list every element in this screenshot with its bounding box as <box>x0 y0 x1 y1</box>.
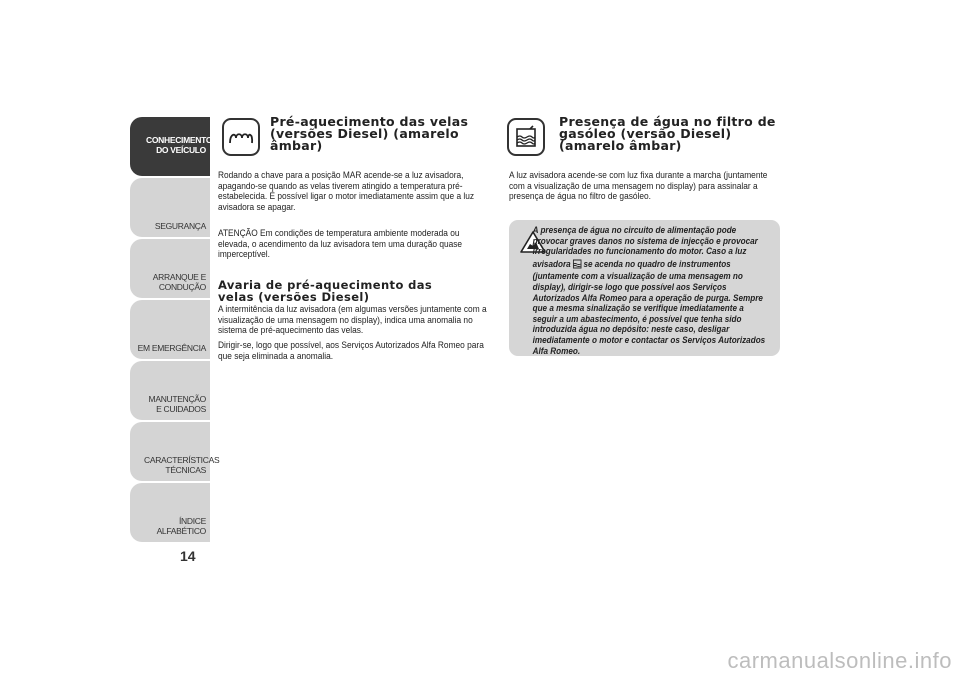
tab-arranque-e-conducao[interactable]: ARRANQUE E CONDUÇÃO <box>130 239 210 298</box>
tab-conhecimento-do-veiculo[interactable]: CONHECIMENTO DO VEÍCULO <box>130 117 210 176</box>
section-title-glow-plugs: Pré-aquecimento das velas (versões Diesel) (amarelo âmbar) <box>270 114 469 153</box>
glow-plug-warning-icon <box>222 118 260 156</box>
tab-indice-alfabetico[interactable]: ÍNDICE ALFABÉTICO <box>130 483 210 542</box>
tab-seguranca[interactable]: SEGURANÇA <box>130 178 210 237</box>
warning-text-start: A presença de água no circuito de alimentação pode provocar graves danos no sistema de injecção e provocar irregularidades no funcionamento do motor. Caso a luz avisadora se acenda no quadro de instrumentos (juntamente com a visualização de uma mensagem no display), dirigir-se logo que possível aos Serviços Autorizados Alfa Romeo para a operação de purga. Sempre que a mesma sinalização se verifique imediatamente a seguir a um abastecimento, é possível que tenha sido introduzida água no depósito: neste caso, desligar imediatamente o motor e contactar os Serviços Autorizados Alfa Romeo. <box>532 225 766 357</box>
section-title-water-in-filter: Presença de água no filtro de gasóleo (versão Diesel) (amarelo âmbar) <box>559 114 776 153</box>
tab-manutencao-e-cuidados[interactable]: MANUTENÇÃO E CUIDADOS <box>130 361 210 420</box>
subsection-title-glow-plug-fault: Avaria de pré-aquecimento das velas (versões Diesel) <box>218 278 433 304</box>
glow-plug-fault-paragraph-2: Dirigir-se, logo que possível, aos Serviços Autorizados Alfa Romeo para que seja eliminada a anomalia. <box>218 340 484 362</box>
tab-em-emergencia[interactable]: EM EMERGÊNCIA <box>130 300 210 359</box>
glow-plug-fault-paragraph-1: A intermitência da luz avisadora (em algumas versões juntamente com a visualização de uma mensagem no display), indica uma anomalia no sistema de pré-aquecimento das velas. <box>218 304 487 337</box>
water-in-filter-paragraph: A luz avisadora acende-se com luz fixa durante a marcha (juntamente com a visualização de uma mensagem no display) para assinalar a presença de água no filtro de gasóleo. <box>509 170 768 203</box>
water-in-fuel-filter-inline-icon <box>572 258 581 273</box>
tab-caracteristicas-tecnicas[interactable]: CARACTERÍSTICAS TÉCNICAS <box>130 422 210 481</box>
glow-plugs-paragraph-2: ATENÇÃO Em condições de temperatura ambiente moderada ou elevada, o acendimento da luz avisadora tem uma duração quase imperceptível. <box>218 228 463 261</box>
watermark: carmanualsonline.info <box>727 648 952 673</box>
page-number: 14 <box>180 548 196 564</box>
warning-text <box>519 226 770 357</box>
water-in-fuel-filter-icon <box>507 118 545 156</box>
glow-plugs-paragraph-1: Rodando a chave para a posição MAR acende-se a luz avisadora, apagando-se quando as velas tiverem atingido a temperatura pré-estabelecida. É possível ligar o motor imediatamente assim que a luz avisadora se apagar. <box>218 170 475 214</box>
